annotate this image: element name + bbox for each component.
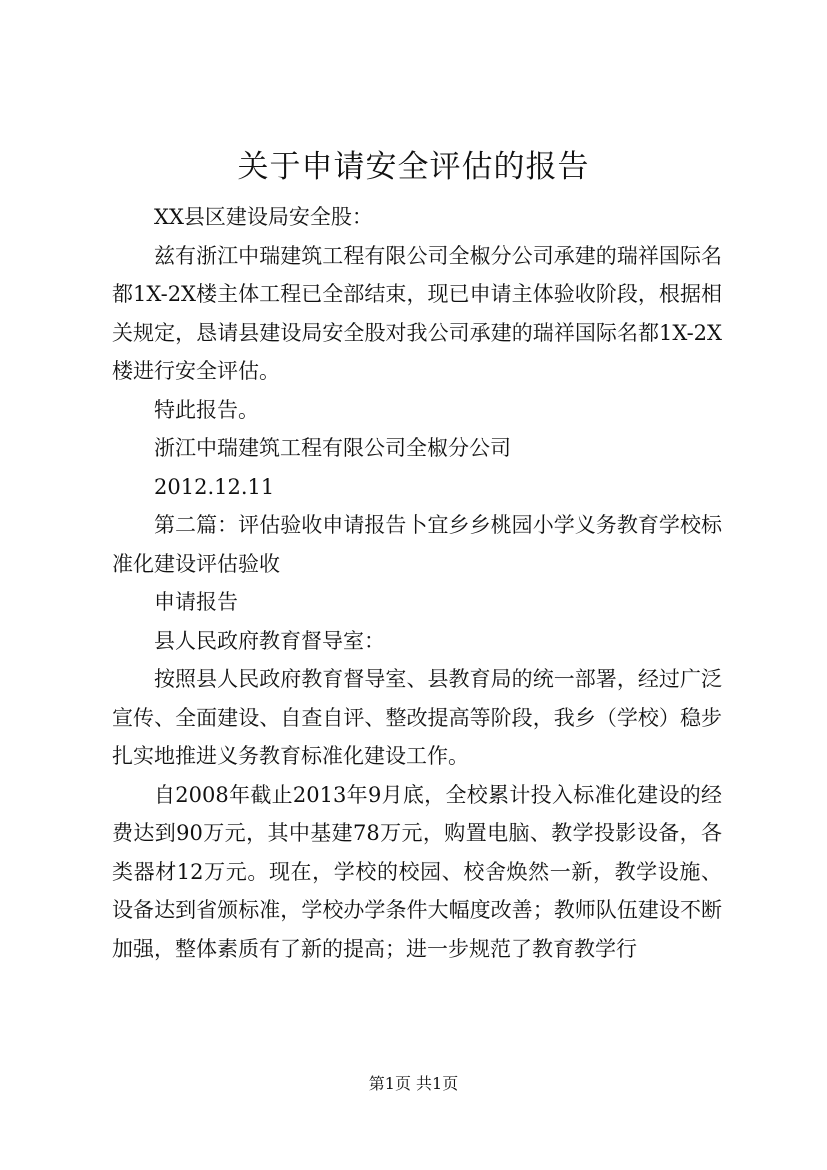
paragraph-date: 2012.12.11 [154,474,275,499]
document-body [112,198,722,968]
paragraph-signature-company: 浙江中瑞建筑工程有限公司全椒分公司 [154,436,511,460]
paragraph-subheading: 申请报告 [154,590,238,614]
paragraph-body: 兹有浙江中瑞建筑工程有限公司全椒分公司承建的瑞祥国际名都1X-2X楼主体工程已全部结束，现已申请主体验收阶段，根据相关规定，恳请县建设局安全股对我公司承建的瑞祥国际名都1X-2X楼进行安全评估。 [112,243,722,383]
paragraph-body-2: 按照县人民政府教育督导室、县教育局的统一部署，经过广泛宣传、全面建设、自查自评、整改提高等阶段，我乡（学校）稳步扎实地推进义务教育标准化建设工作。 [112,667,722,768]
paragraph-addressee-2: 县人民政府教育督导室： [154,628,385,653]
page-number: 第1页 共1页 [368,1074,459,1093]
document-title: 关于申请安全评估的报告 [237,149,590,185]
paragraph-addressee: XX县区建设局安全股： [154,205,373,229]
paragraph-closing: 特此报告。 [154,397,259,422]
page-footer [0,1073,827,1095]
paragraph-section-heading: 第二篇：评估验收申请报告卜宜乡乡桃园小学义务教育学校标准化建设评估验收 [112,513,722,576]
paragraph-body-3: 自2008年截止2013年9月底，全校累计投入标准化建设的经费达到90万元，其中基建78万元，购置电脑、教学投影设备，各类器材12万元。现在，学校的校园、校舍焕然一新，教学设施、设备达到省颁标准，学校办学条件大幅度改善；教师队伍建设不断加强，整体素质有了新的提高；进一步规范了教育教学行 [112,782,722,961]
